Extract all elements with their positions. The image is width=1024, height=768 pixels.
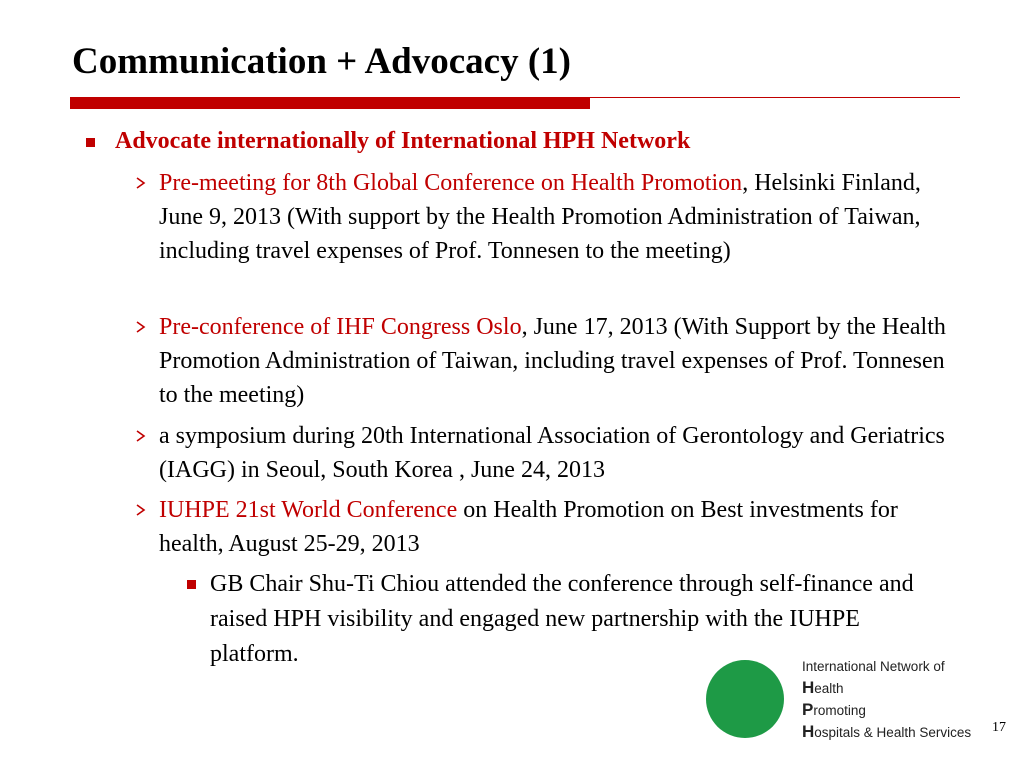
square-bullet-icon	[187, 580, 196, 589]
list-item-highlight: Pre-conference of IHF Congress Oslo	[159, 314, 522, 340]
hph-logo-text	[802, 656, 1002, 743]
square-bullet-icon	[86, 138, 95, 147]
list-item-text: a symposium during 20th International Association of Gerontology and Geriatrics (IAGG) in Seoul, South Korea , June 24, 2013	[159, 423, 945, 483]
logo-line-network: International Network of	[802, 659, 945, 674]
title-underline-thin	[590, 97, 960, 98]
list-item	[159, 493, 949, 561]
slide-title: Communication + Advocacy (1)	[72, 41, 571, 82]
logo-line-hospitals: Hospitals & Health Services	[802, 722, 972, 741]
page-number: 17	[992, 720, 1006, 735]
logo-line-promoting: Promoting	[802, 700, 866, 719]
list-item-text: , Helsinki Finland, June 9, 2013 (With support by the Health Promotion Administration of Taiwan, including travel expenses of Prof. Tonnesen to the meeting)	[159, 170, 921, 264]
main-bullet-heading: Advocate internationally of International HPH Network	[115, 128, 691, 154]
list-item-highlight: IUHPE 21st World Conference	[159, 497, 458, 523]
list-item	[159, 419, 949, 487]
chevron-right-icon	[134, 170, 148, 194]
chevron-right-icon	[134, 497, 148, 521]
hph-logo-circle	[706, 660, 784, 738]
logo-line-health: Health	[802, 678, 844, 697]
chevron-right-icon	[134, 423, 148, 447]
sub-list-item: GB Chair Shu-Ti Chiou attended the conference through self-finance and raised HPH visibility and engaged new partnership with the IUHPE platform.	[210, 571, 914, 667]
title-underline-thick	[70, 97, 590, 109]
list-item	[159, 310, 949, 412]
list-item	[159, 166, 949, 268]
list-item-highlight: Pre-meeting for 8th Global Conference on Health Promotion	[159, 170, 743, 196]
chevron-right-icon	[134, 314, 148, 338]
list-item-text: , June 17, 2013 (With Support by the Health Promotion Administration of Taiwan, including travel expenses of Prof. Tonnesen to the meeting)	[159, 314, 946, 408]
list-item-text: on Health Promotion on Best investments for health, August 25-29, 2013	[159, 497, 898, 557]
